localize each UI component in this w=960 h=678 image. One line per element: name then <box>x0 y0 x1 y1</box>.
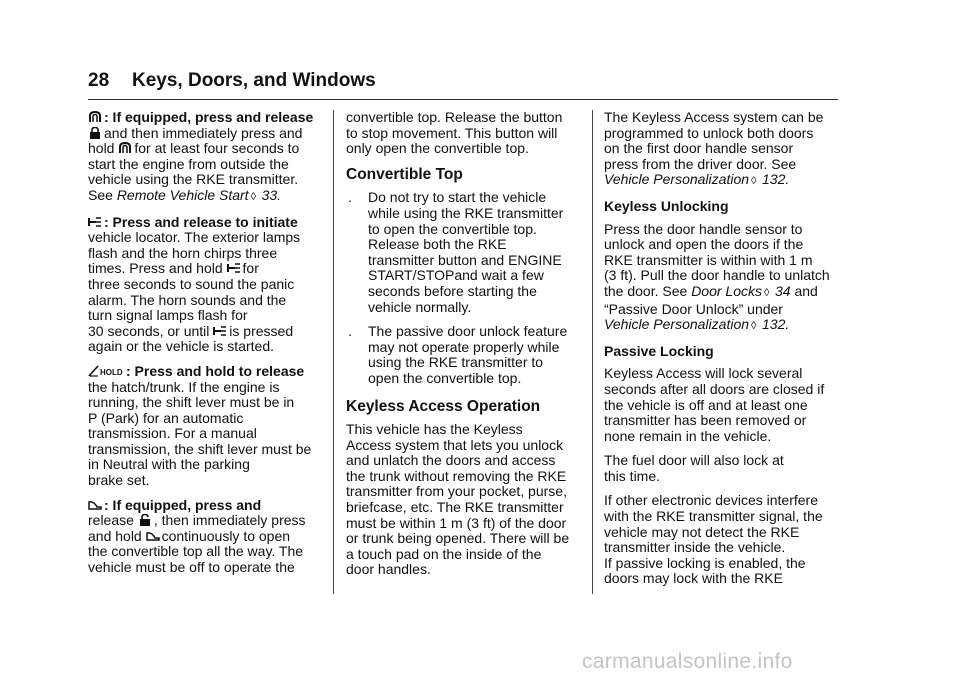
remote-start-icon <box>118 142 132 154</box>
vehicle-locator-icon <box>213 325 227 337</box>
passive-locking-paragraph: Keyless Access will lock several seconds after all doors are closed if the vehicle is off and at least one transmitter has been removed or none remain in the vehicle. <box>604 365 825 444</box>
keyless-programming-paragraph: The Keyless Access system can be programmed to unlock both doors on the first door handle sensor press from the driver door. See Vehicle Personalization ◊ 132. <box>604 110 840 190</box>
cross-reference-link[interactable]: Vehicle Personalization <box>604 171 750 188</box>
column-2 <box>346 110 584 587</box>
list-item: . The passive door unlock feature may not operate properly while using the RKE transmitter to open the convertible top. <box>348 323 568 386</box>
keyless-unlocking-paragraph: Press the door handle sensor to unlock and open the doors if the RKE transmitter is within with 1 m (3 ft). Pull the door handle to unlatch the door. See Door Locks ◊ 34 and “Passive Door Unlock” under Vehicle Personalization ◊ 132. <box>604 222 840 335</box>
section-heading: Keyless Access Operation <box>346 397 541 415</box>
vehicle-locator-icon <box>88 216 102 228</box>
keyless-access-paragraph: This vehicle has the Keyless Access system that lets you unlock and unlatch the doors and access the trunk without removing the RKE transmitter from your pocket, purse, briefcase, etc. The RKE transmitter must be within 1 m (3 ft) of the door or trunk being opened. There will be a touch pad on the inside of the door handles. <box>346 421 570 578</box>
convertible-top-icon <box>146 530 160 542</box>
cross-reference-link[interactable]: Door Locks <box>691 282 762 299</box>
subsection-heading: Keyless Unlocking <box>604 197 729 214</box>
cross-reference-page[interactable]: 33. <box>261 186 282 203</box>
column-divider <box>333 110 334 594</box>
cross-reference-page[interactable]: 132. <box>762 171 790 188</box>
subsection-heading: Passive Locking <box>604 342 714 359</box>
unlock-icon <box>138 514 152 526</box>
interference-paragraph: If other electronic devices interfere with the RKE transmitter signal, the vehicle may not detect the RKE transmitter inside the vehicle. If passive locking is enabled, the doors may lock with the RKE <box>604 492 823 587</box>
page-ref-icon: ◊ <box>764 286 770 299</box>
page-ref-icon: ◊ <box>250 190 257 203</box>
page-ref-icon: ◊ <box>751 175 757 188</box>
page-number: 28 <box>88 70 110 91</box>
cross-reference-page[interactable]: 132. <box>762 316 790 333</box>
header-rule <box>88 99 838 100</box>
page-ref-icon: ◊ <box>751 320 757 333</box>
fuel-door-paragraph: The fuel door will also lock at this time. <box>604 452 784 484</box>
vehicle-locator-icon <box>227 262 241 274</box>
cross-reference-link[interactable]: Vehicle Personalization <box>604 316 750 333</box>
column-1 <box>88 110 324 585</box>
remote-start-paragraph: : If equipped, press and release and then immediately press and hold for at least four seconds to start the engine from outside the vehicle using the RKE transmitter. See Remote Vehicle Start ◊ 33. <box>88 110 324 206</box>
vehicle-locator-paragraph: : Press and release to initiate vehicle locator. The exterior lamps flash and the horn chirps three times. Press and hold for three seconds to sound the panic alarm. The horn sounds and the turn signal lamps flash for 30 seconds, or until is pressed again or the vehicle is started. <box>88 213 301 355</box>
cross-reference-link[interactable]: Remote Vehicle Start <box>116 186 249 203</box>
bullet-marker: . <box>348 189 352 206</box>
convertible-top-icon <box>88 499 102 511</box>
trunk-hold-icon <box>88 365 124 377</box>
page-header <box>88 70 838 100</box>
svg-text:HOLD: HOLD <box>100 367 123 377</box>
remote-start-icon <box>88 111 102 123</box>
convertible-intro-paragraph: convertible top. Release the button to stop movement. This button will only open the convertible top. <box>346 109 563 157</box>
column-3 <box>604 110 840 596</box>
trunk-release-paragraph: HOLD : Press and hold to release the hatch/trunk. If the engine is running, the shift lever must be in P (Park) for an automatic transmission. For a manual transmission, the shift lever must be in Neutral with the parking brake set. <box>88 362 312 489</box>
bullet-marker: . <box>348 323 352 340</box>
list-item: . Do not try to start the vehicle while using the RKE transmitter to open the convertible top. Release both the RKE transmitter button and ENGINE START/STOPand wait a few seconds before starting the vehicle normally. <box>348 189 564 315</box>
lock-icon <box>88 127 102 139</box>
section-heading: Convertible Top <box>346 165 463 183</box>
convertible-top-paragraph: : If equipped, press and release , then immediately press and hold continuously to open the convertible top all the way. The vehicle must be off to operate the <box>88 496 306 576</box>
page-title: Keys, Doors, and Windows <box>132 70 376 91</box>
cross-reference-page[interactable]: 34 <box>775 282 791 299</box>
watermark: carmanualsonline.info <box>582 650 793 673</box>
column-divider <box>592 110 593 594</box>
